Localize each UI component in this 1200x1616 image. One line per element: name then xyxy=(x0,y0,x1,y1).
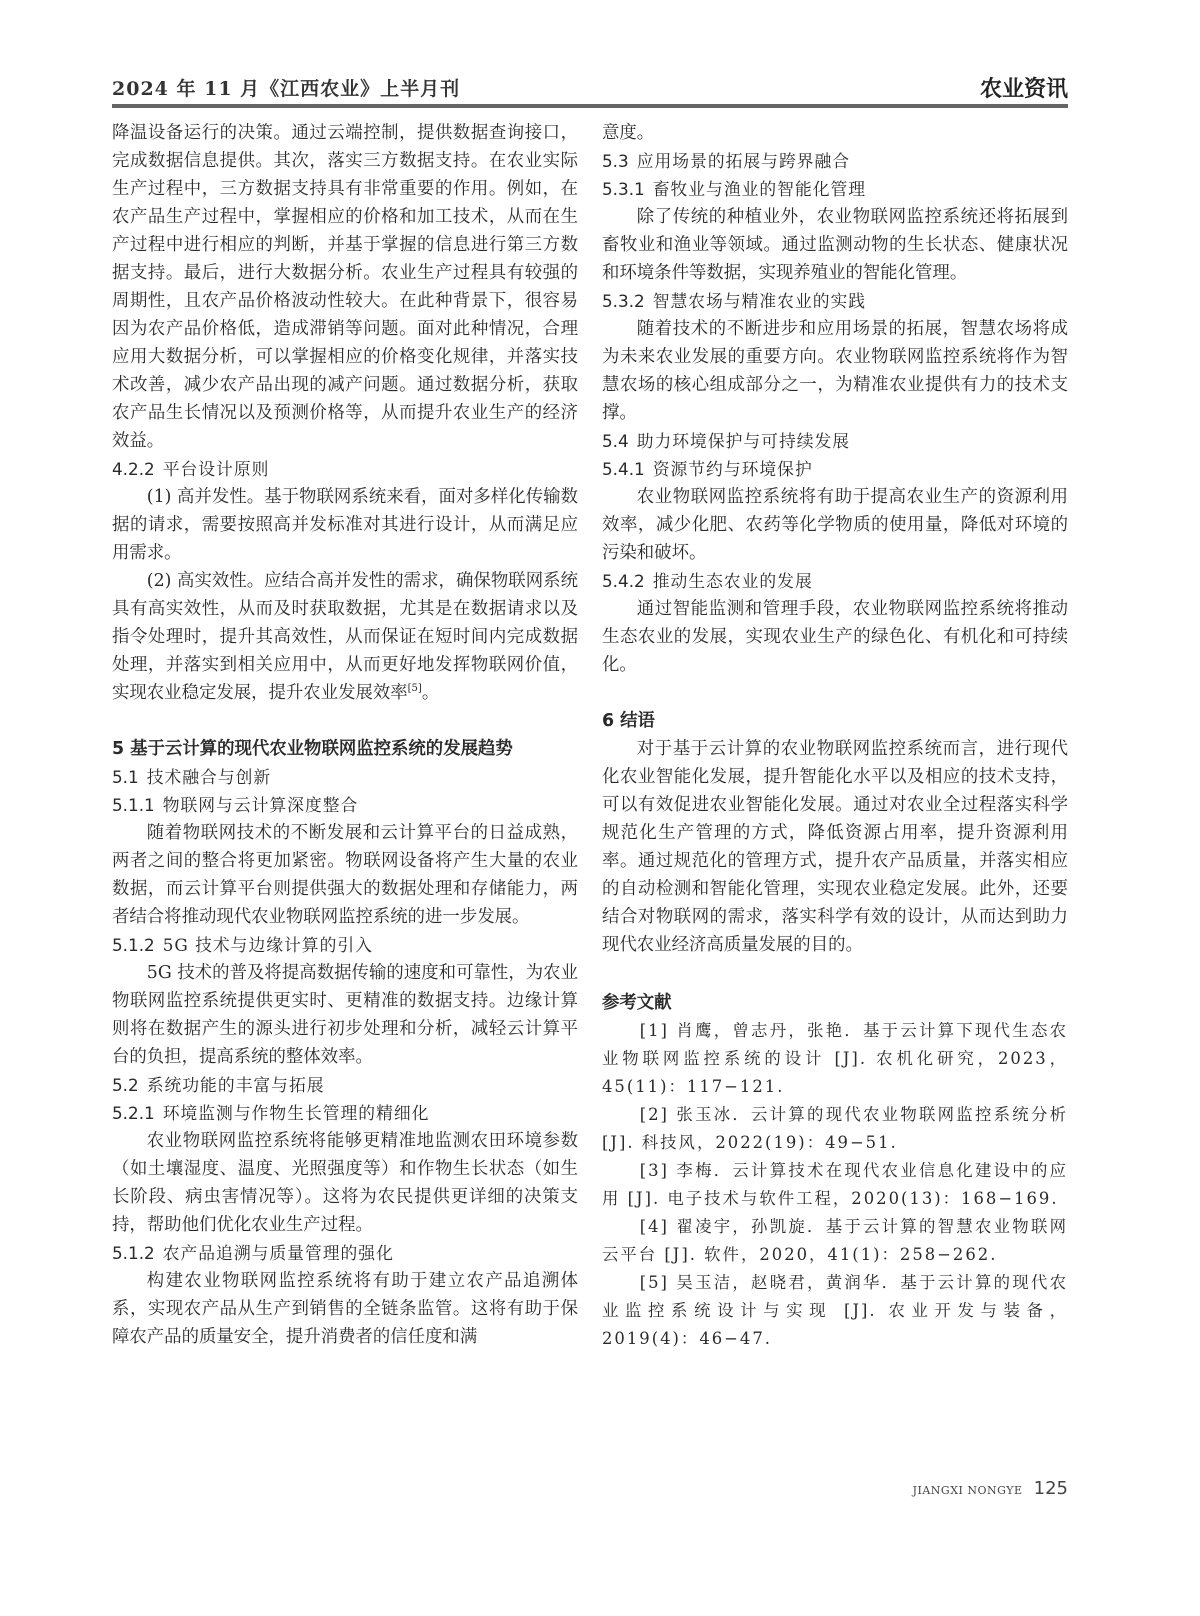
paragraph xyxy=(112,819,578,931)
paragraph-text: 对于基于云计算的农业物联网监控系统而言，进行现代化农业智能化发展，提升智能化水平以及相应的技术支持，可以有效促进农业智能化发展。通过对农业全过程落实科学规范化生产管理的方式，降低资源占用率，提升资源利用率。通过规范化的管理方式，提升农产品质量，并落实相应的自动检测和智能化管理，实现农业稳定发展。此外，还要结合对物联网的需求，落实科学有效的设计，从而达到助力现代农业经济高质量发展的目的。 xyxy=(602,739,1068,955)
heading-title: 系统功能的丰富与拓展 xyxy=(146,1075,325,1095)
citation-marker: [5] xyxy=(407,683,422,695)
footer-journal-name: JIANGXI NONGYE xyxy=(912,1484,1023,1497)
journal-issue-header: 2024 年 11 月《江西农业》上半月刊 xyxy=(112,78,461,100)
subsubsection-heading xyxy=(602,567,1068,595)
heading-title: 智慧农场与精准农业的实践 xyxy=(652,291,867,311)
heading-title: 物联网与云计算深度整合 xyxy=(162,795,359,815)
subsubsection-heading xyxy=(602,287,1068,315)
heading-number: 5.4 xyxy=(602,431,629,451)
paragraph-text: 随着技术的不断进步和应用场景的拓展，智慧农场将成为未来农业发展的重要方向。农业物联网监控系统将作为智慧农场的核心组成部分之一，为精准农业提供有力的技术支撑。 xyxy=(602,319,1068,423)
heading-title: 资源节约与环境保护 xyxy=(652,459,813,479)
paragraph-text: 农业物联网监控系统将能够更精准地监测农田环境参数（如土壤湿度、温度、光照强度等）和作物生长状态（如生长阶段、病虫害情况等）。这将为农民提供更详细的决策支持，帮助他们优化农业生产过程。 xyxy=(112,1131,578,1235)
subsubsection-heading xyxy=(112,455,578,483)
subsubsection-heading xyxy=(112,791,578,819)
heading-number: 5.1.1 xyxy=(112,795,155,815)
paragraph xyxy=(602,483,1068,567)
section-heading: 6 结语 xyxy=(602,711,655,731)
subsubsection-heading xyxy=(602,455,1068,483)
subsubsection-heading xyxy=(112,931,578,959)
heading-number: 5.1.2 xyxy=(112,935,155,955)
subsection-heading xyxy=(602,147,1068,175)
right-column xyxy=(602,119,1068,1353)
reference-item: [1] 肖鹰，曾志丹，张艳．基于云计算下现代生态农业物联网监控系统的设计 [J]. 农机化研究，2023，45(11)：117−121. xyxy=(602,1021,1068,1096)
heading-number: 5.4.2 xyxy=(602,571,645,591)
section-heading: 参考文献 xyxy=(602,993,672,1013)
heading-number: 5.3 xyxy=(602,151,629,171)
paragraph-text: 意度。 xyxy=(602,123,655,143)
paragraph xyxy=(112,119,578,455)
heading-title: 畜牧业与渔业的智能化管理 xyxy=(652,179,867,199)
paragraph-tail: 。 xyxy=(421,683,440,703)
left-column xyxy=(112,119,578,1351)
paragraph-text: (1) 高并发性。基于物联网系统来看，面对多样化传输数据的请求，需要按照高并发标准对其进行设计，从而满足应用需求。 xyxy=(112,487,578,563)
subsubsection-heading xyxy=(112,1099,578,1127)
section-heading: 5 基于云计算的现代农业物联网监控系统的发展趋势 xyxy=(112,739,513,759)
heading-title: 环境监测与作物生长管理的精细化 xyxy=(162,1103,430,1123)
heading-title: 农产品追溯与质量管理的强化 xyxy=(162,1243,394,1263)
paragraph-text: 除了传统的种植业外，农业物联网监控系统还将拓展到畜牧业和渔业等领域。通过监测动物的生长状态、健康状况和环境条件等数据，实现养殖业的智能化管理。 xyxy=(602,207,1068,283)
subsection-heading xyxy=(112,763,578,791)
paragraph-text: (2) 高实效性。应结合高并发性的需求，确保物联网系统具有高实效性，从而及时获取数据，尤其是在数据请求以及指令处理时，提升其高效性，从而保证在短时间内完成数据处理，并落实到相关应用中，从而更好地发挥物联网价值，实现农业稳定发展，提升农业发展效率 xyxy=(112,571,578,703)
spacer xyxy=(112,707,578,735)
heading-title: 应用场景的拓展与跨界融合 xyxy=(636,151,851,171)
paragraph-text: 构建农业物联网监控系统将有助于建立农产品追溯体系，实现农产品从生产到销售的全链条监管。这将有助于保障农产品的质量安全，提升消费者的信任度和满 xyxy=(112,1271,578,1347)
paragraph xyxy=(602,595,1068,679)
paragraph-text: 随着物联网技术的不断发展和云计算平台的日益成熟，两者之间的整合将更加紧密。物联网设备将产生大量的农业数据，而云计算平台则提供强大的数据处理和存储能力，两者结合将推动现代农业物联网监控系统的进一步发展。 xyxy=(112,823,578,927)
heading-number: 5.3.2 xyxy=(602,291,645,311)
heading-number: 5.2.1 xyxy=(112,1103,155,1123)
reference-item: [4] 翟凌宇，孙凯旋．基于云计算的智慧农业物联网云平台 [J]. 软件，2020，41(1)：258−262. xyxy=(602,1217,1068,1264)
paragraph xyxy=(112,959,578,1071)
paragraph-text: 5G 技术的普及将提高数据传输的速度和可靠性，为农业物联网监控系统提供更实时、更精准的数据支持。边缘计算则将在数据产生的源头进行初步处理和分析，减轻云计算平台的负担，提高系统的整体效率。 xyxy=(112,963,578,1067)
paragraph xyxy=(112,483,578,567)
section-column-title: 农业资讯 xyxy=(979,77,1068,102)
paragraph xyxy=(602,203,1068,287)
paragraph xyxy=(602,119,1068,147)
paragraph xyxy=(602,315,1068,427)
paragraph xyxy=(602,735,1068,959)
heading-title: 平台设计原则 xyxy=(162,459,270,479)
header-rule xyxy=(112,104,1068,108)
spacer xyxy=(602,679,1068,707)
heading-title: 5G 技术与边缘计算的引入 xyxy=(162,935,373,955)
heading-number: 5.2 xyxy=(112,1075,139,1095)
heading-title: 助力环境保护与可持续发展 xyxy=(636,431,851,451)
paragraph xyxy=(112,1267,578,1351)
subsubsection-heading xyxy=(112,1239,578,1267)
heading-title: 推动生态农业的发展 xyxy=(652,571,813,591)
subsubsection-heading xyxy=(602,175,1068,203)
paragraph xyxy=(112,1127,578,1239)
heading-number: 5.1.2 xyxy=(112,1243,155,1263)
reference-item: [5] 吴玉洁，赵晓君，黄润华．基于云计算的现代农业监控系统设计与实现 [J]. 农业开发与装备，2019(4)：46−47. xyxy=(602,1273,1068,1348)
paragraph xyxy=(112,567,578,707)
reference-item: [3] 李梅．云计算技术在现代农业信息化建设中的应用 [J]. 电子技术与软件工程，2020(13)：168−169. xyxy=(602,1161,1068,1208)
page-number: 125 xyxy=(1033,1478,1068,1499)
spacer xyxy=(602,959,1068,989)
heading-number: 5.1 xyxy=(112,767,139,787)
reference-item: [2] 张玉冰．云计算的现代农业物联网监控系统分析 [J]. 科技风，2022(19)：49−51. xyxy=(602,1105,1068,1152)
page-footer xyxy=(913,1478,1068,1499)
heading-number: 5.3.1 xyxy=(602,179,645,199)
paragraph-text: 通过智能监测和管理手段，农业物联网监控系统将推动生态农业的发展，实现农业生产的绿色化、有机化和可持续化。 xyxy=(602,599,1068,675)
heading-number: 4.2.2 xyxy=(112,459,155,479)
heading-title: 技术融合与创新 xyxy=(146,767,272,787)
heading-number: 5.4.1 xyxy=(602,459,645,479)
paragraph-text: 农业物联网监控系统将有助于提高农业生产的资源利用效率，减少化肥、农药等化学物质的使用量，降低对环境的污染和破坏。 xyxy=(602,487,1068,563)
subsection-heading xyxy=(602,427,1068,455)
subsection-heading xyxy=(112,1071,578,1099)
paragraph-text: 降温设备运行的决策。通过云端控制，提供数据查询接口，完成数据信息提供。其次，落实三方数据支持。在农业实际生产过程中，三方数据支持具有非常重要的作用。例如，在农产品生产过程中，掌握相应的价格和加工技术，从而在生产过程中进行相应的判断，并基于掌握的信息进行第三方数据支持。最后，进行大数据分析。农业生产过程具有较强的周期性，且农产品价格波动性较大。在此种背景下，很容易因为农产品价格低，造成滞销等问题。面对此种情况，合理应用大数据分析，可以掌握相应的价格变化规律，并落实技术改善，减少农产品出现的减产问题。通过数据分析，获取农产品生长情况以及预测价格等，从而提升农业生产的经济效益。 xyxy=(112,123,578,451)
